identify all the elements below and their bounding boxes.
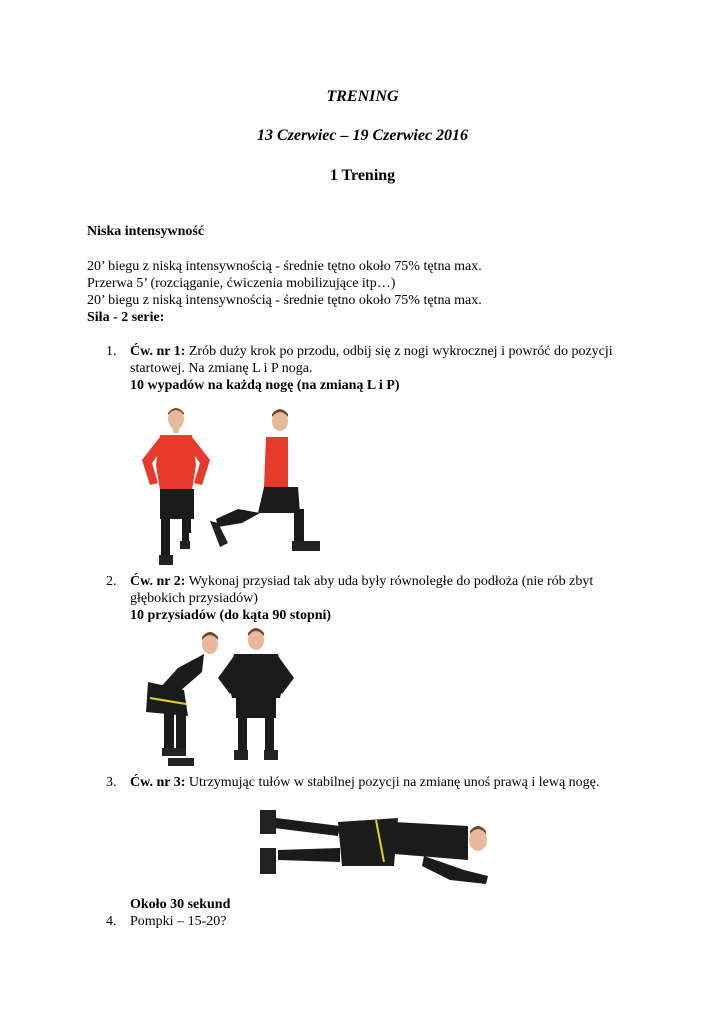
exercise-1-text (130, 343, 670, 394)
date-range: 13 Czerwiec – 19 Czerwiec 2016 (256, 127, 469, 144)
exercise-2-desc-1: Wykonaj przysiad tak aby uda były równoległe do podłoża (nie rób zbyt (185, 574, 594, 589)
lunge-illustration (130, 405, 330, 575)
exercise-2-text (130, 573, 670, 624)
intro-line-2: Przerwa 5’ (rozciąganie, ćwiczenia mobilizujące itp…) (87, 276, 396, 291)
squat-front-figure (218, 628, 294, 760)
exercise-3-reps: Około 30 sekund (130, 897, 231, 912)
exercise-1-desc-2: startowej. Na zmianę L i P noga. (130, 361, 313, 376)
exercise-2-reps: 10 przysiadów (do kąta 90 stopni) (130, 608, 332, 623)
exercise-3-desc-1: Utrzymując tułów w stabilnej pozycji na zmianę unoś prawą i lewą nogę. (185, 775, 600, 790)
exercise-3-label: Ćw. nr 3: (130, 775, 186, 790)
exercise-3-text (130, 774, 670, 791)
exercise-1-label: Ćw. nr 1: (130, 344, 186, 359)
strength-heading: Siła - 2 serie: (87, 310, 165, 325)
intro-line-3: 20’ biegu z niską intensywnością - średnie tętno około 75% tętna max. (87, 293, 482, 308)
exercise-2-label: Ćw. nr 2: (130, 574, 186, 589)
intensity-heading: Niska intensywność (87, 224, 205, 239)
squat-illustration (138, 628, 298, 773)
page-title: TRENING (326, 88, 399, 105)
exercise-1-desc-1: Zrób duży krok po przodu, odbij się z nogi wykrocznej i powróć do pozycji (185, 344, 613, 359)
exercise-2-number: 2. (106, 574, 117, 589)
intro-line-1: 20’ biegu z niską intensywnością - średnie tętno około 75% tętna max. (87, 259, 482, 274)
session-title: 1 Trening (329, 167, 396, 184)
standing-figure (142, 408, 210, 565)
exercise-4-text: Pompki – 15-20? (130, 914, 227, 929)
plank-illustration (254, 800, 494, 890)
exercise-1-reps: 10 wypadów na każdą nogę (na zmianą L i P) (130, 378, 400, 393)
exercise-2-desc-2: głębokich przysiadów) (130, 591, 258, 606)
plank-figure (260, 810, 488, 884)
exercise-1-number: 1. (106, 344, 117, 359)
exercise-3-number: 3. (106, 775, 117, 790)
exercise-4-number: 4. (106, 914, 117, 929)
squat-side-figure (146, 632, 218, 766)
lunge-figure (210, 409, 320, 551)
